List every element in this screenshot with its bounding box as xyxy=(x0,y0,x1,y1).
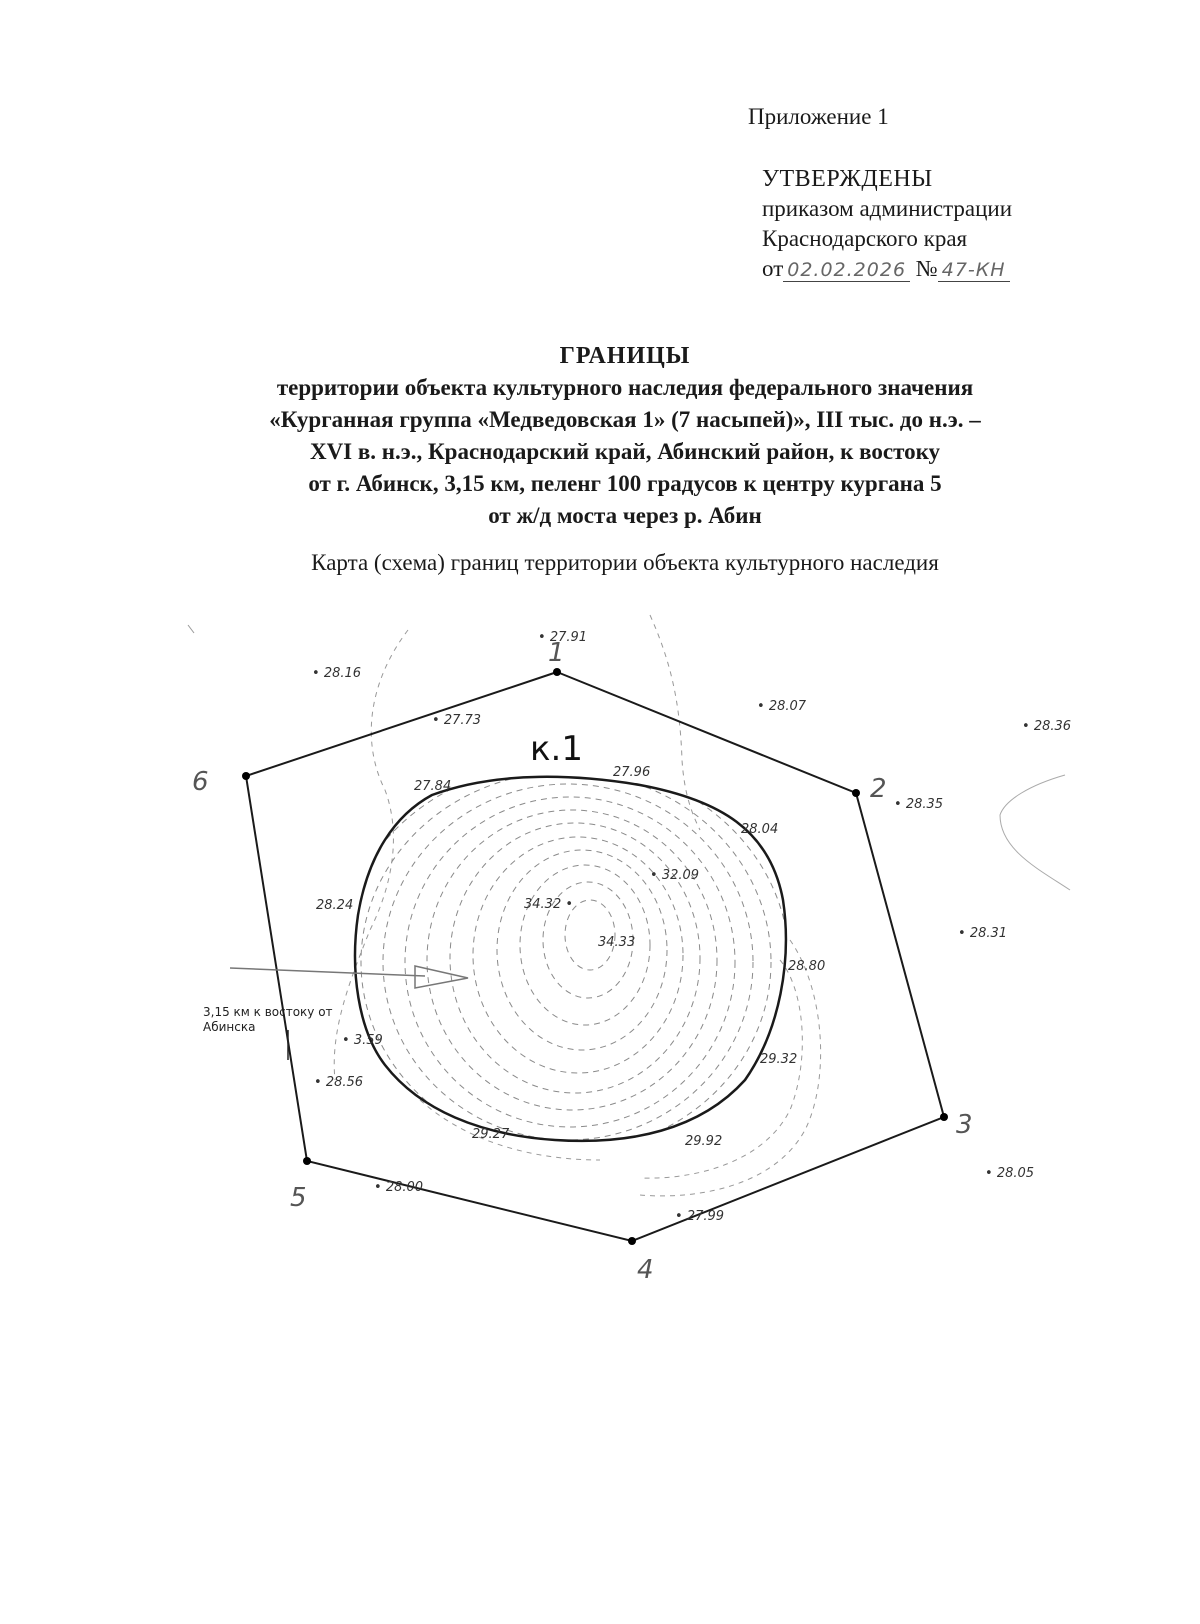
vertex-label-5: 5 xyxy=(290,1183,307,1213)
title-line: от ж/д моста через р. Абин xyxy=(488,503,762,528)
approved-heading: УТВЕРЖДЕНЫ xyxy=(762,166,933,192)
elevation-mark: 29.32 xyxy=(760,1052,798,1067)
elevation-mark: • 28.36 xyxy=(1022,719,1072,734)
elevation-mark: 28.24 xyxy=(316,898,354,913)
elevation-mark: • 3.59 xyxy=(342,1033,383,1048)
vertex-label-3: 3 xyxy=(956,1110,973,1140)
vertex-point-1 xyxy=(553,668,561,676)
elevation-mark: • 28.56 xyxy=(314,1075,364,1090)
title-heading: ГРАНИЦЫ xyxy=(559,343,691,369)
elevation-mark: • 32.09 xyxy=(650,868,700,883)
title-line: от г. Абинск, 3,15 км, пеленг 100 градусов к центру кургана 5 xyxy=(308,471,942,496)
order-line-2: Краснодарского края xyxy=(762,226,968,251)
elevation-mark: 29.92 xyxy=(685,1134,723,1149)
number-value: 47-КН xyxy=(938,259,1010,282)
appendix-label: Приложение 1 xyxy=(748,104,889,129)
elevation-mark: 27.84 xyxy=(414,779,452,794)
vertex-label-1: 1 xyxy=(548,638,565,668)
vertex-point-3 xyxy=(940,1113,948,1121)
elevation-mark: • 27.91 xyxy=(538,630,588,645)
outer-contours xyxy=(420,940,821,1196)
vertex-label-6: 6 xyxy=(192,767,209,797)
elevation-mark: • 28.31 xyxy=(958,926,1008,941)
elevation-mark: • 27.99 xyxy=(675,1209,725,1224)
vertex-point-4 xyxy=(628,1237,636,1245)
order-line-1: приказом администрации xyxy=(762,196,1013,221)
number-prefix: № xyxy=(915,256,938,281)
elevation-mark: • 28.35 xyxy=(894,797,944,812)
date-value: 02.02.2026 xyxy=(783,259,910,282)
boundary-polygon xyxy=(246,672,944,1241)
elevation-mark: • 28.00 xyxy=(374,1180,424,1195)
elevation-mark: • 28.05 xyxy=(985,1166,1035,1181)
title-line: «Курганная группа «Медведовская 1» (7 насыпей)», III тыс. до н.э. – xyxy=(269,407,981,432)
elevation-mark: 27.96 xyxy=(613,765,651,780)
vertex-point-2 xyxy=(852,789,860,797)
direction-label: Абинска xyxy=(203,1020,256,1034)
map-caption: Карта (схема) границ территории объекта культурного наследия xyxy=(311,550,939,575)
elevation-mark: 34.33 xyxy=(598,935,636,950)
vertex-point-6 xyxy=(242,772,250,780)
direction-label: 3,15 км к востоку от xyxy=(203,1005,333,1019)
elevation-mark: 28.04 xyxy=(741,822,779,837)
mound-label: к.1 xyxy=(530,729,583,769)
elevation-mark: 29.27 xyxy=(472,1127,510,1142)
title-line: XVI в. н.э., Краснодарский край, Абинский район, к востоку xyxy=(309,439,941,464)
vertex-point-5 xyxy=(303,1157,311,1165)
vertex-label-4: 4 xyxy=(637,1255,654,1285)
elevation-mark: 34.32 • xyxy=(524,897,574,912)
elevation-mark: 28.80 xyxy=(788,959,826,974)
elevation-mark: • 28.07 xyxy=(757,699,807,714)
vertex-label-2: 2 xyxy=(870,774,887,804)
date-prefix: от xyxy=(762,256,784,281)
elevation-mark: • 27.73 xyxy=(432,713,482,728)
elevation-mark: • 28.16 xyxy=(312,666,362,681)
title-line: территории объекта культурного наследия федерального значения xyxy=(276,375,974,400)
